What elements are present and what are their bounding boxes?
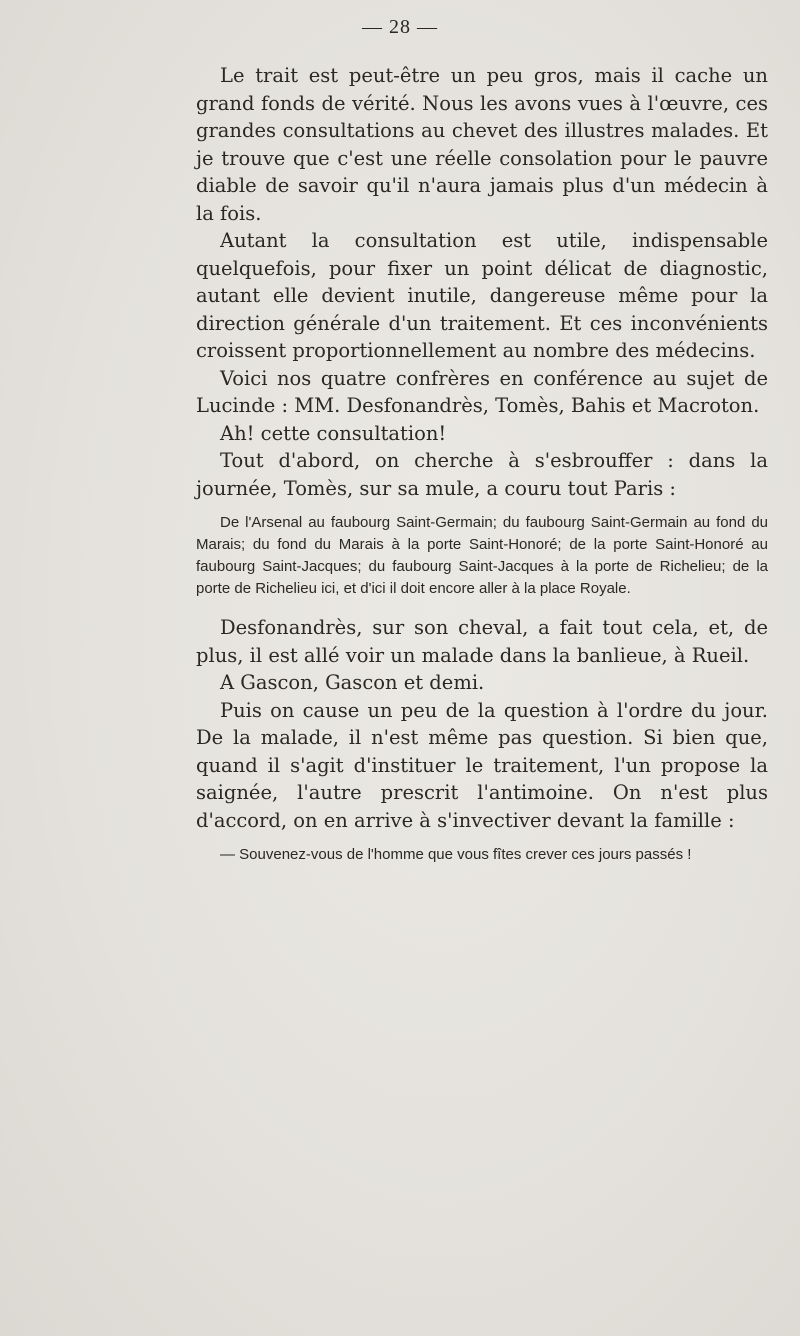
quotation-block: De l'Arsenal au faubourg Saint-Germain; du faubourg Saint-Germain au fond du Marais; du fond du Marais à la porte Saint-Honoré; de la porte Saint-Honoré au faubourg Saint-Jacques; du faubourg Saint-Jacques à la porte de Richelieu; de la porte de Richelieu ici, et d'ici il doit encore aller à la place Royale. [196,514,768,597]
page-number: — 28 — [362,16,438,38]
quotation-block: — Souvenez-vous de l'homme que vous fîtes crever ces jours passés ! [220,846,692,863]
paragraph: Autant la consultation est utile, indispensable quelquefois, pour fixer un point délicat de diagnostic, autant elle devient inutile, dangereuse même pour la direction générale d'un traitement. Et ces inconvénients croissent proportionnellement au nombre des médecins. [196,229,768,362]
paragraph: Tout d'abord, on cherche à s'esbrouffer : dans la journée, Tomès, sur sa mule, a couru tout Paris : [196,449,768,500]
paragraph: Le trait est peut-être un peu gros, mais il cache un grand fonds de vérité. Nous les avons vues à l'œuvre, ces grandes consultations au chevet des illustres malades. Et je trouve que c'est une réelle consolation pour le pauvre diable de savoir qu'il n'aura jamais plus d'un médecin à la fois. [196,64,768,225]
paragraph: Puis on cause un peu de la question à l'ordre du jour. De la malade, il n'est même pas question. Si bien que, quand il s'agit d'instituer le traitement, l'un propose la saignée, l'autre prescrit l'antimoine. On n'est plus d'accord, on en arrive à s'invectiver devant la famille : [196,698,768,832]
paragraph: Ah! cette consultation! [220,421,447,445]
paragraph: Desfonandrès, sur son cheval, a fait tout cela, et, de plus, il est allé voir un malade dans la banlieue, à Rueil. [196,616,768,667]
paragraph: A Gascon, Gascon et demi. [220,671,485,694]
text-column [196,62,768,880]
paragraph: Voici nos quatre confrères en conférence au sujet de Lucinde : MM. Desfonandrès, Tomès, Bahis et Macroton. [196,366,768,417]
